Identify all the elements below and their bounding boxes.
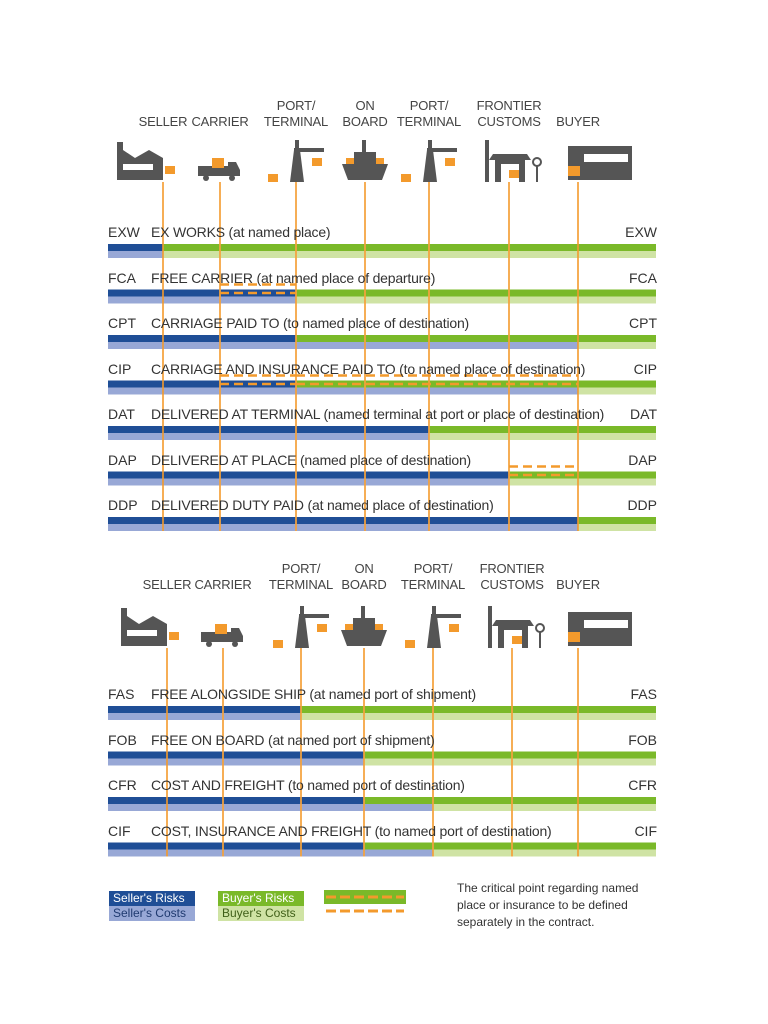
- legend-critical-swatch: [324, 890, 406, 904]
- ship-icon: [342, 164, 388, 180]
- cost-bar-seller-fob: [108, 759, 364, 766]
- row-code-right-dat: DAT: [630, 406, 657, 422]
- row-code-dap: DAP: [108, 451, 137, 468]
- cost-bar-seller-fca: [108, 297, 296, 304]
- risk-bar-seller-fob: [108, 752, 364, 759]
- risk-bar-seller-cif: [108, 843, 364, 850]
- row-code-cip: CIP: [108, 360, 132, 377]
- legend-buyer-risks: Buyer's Risks: [218, 891, 304, 906]
- cost-bar-buyer-cip: [578, 388, 656, 395]
- header-port1: PORT/: [276, 98, 316, 113]
- cost-bar-buyer-fas: [301, 713, 656, 720]
- cost-bar-seller-cfr: [108, 804, 433, 811]
- row-desc-dap: DELIVERED AT PLACE (named place of destination): [151, 451, 472, 468]
- row-code-right-fca: FCA: [629, 269, 657, 286]
- row-code-fob: FOB: [108, 731, 137, 748]
- risk-bar-buyer-cpt: [296, 335, 656, 342]
- risk-bar-seller-exw: [108, 244, 163, 251]
- risk-bar-buyer-cip: [296, 381, 656, 388]
- cost-bar-buyer-exw: [163, 251, 656, 258]
- header-onboard: BOARD: [341, 577, 387, 592]
- row-code-dat: DAT: [108, 406, 135, 422]
- crane-icon: [427, 616, 441, 648]
- cost-bar-seller-ddp: [108, 524, 578, 531]
- header-customs: CUSTOMS: [477, 114, 541, 129]
- legend-note: The critical point regarding named place or insurance to be defined separately in the contract.: [457, 881, 639, 929]
- row-code-cpt: CPT: [108, 315, 136, 331]
- risk-bar-buyer-ddp: [578, 517, 656, 524]
- cost-bar-buyer-dat: [429, 433, 656, 440]
- row-code-right-fas: FAS: [630, 686, 657, 702]
- risk-bar-buyer-cif: [364, 843, 656, 850]
- header-seller: SELLER: [142, 577, 192, 592]
- header-customs: FRONTIER: [479, 561, 545, 576]
- risk-bar-buyer-exw: [163, 244, 656, 251]
- customs-icon: [485, 140, 489, 182]
- row-desc-cif: COST, INSURANCE AND FREIGHT (to named port of destination): [151, 822, 552, 839]
- row-desc-cfr: COST AND FREIGHT (to named port of destination): [151, 777, 465, 793]
- crane-icon: [423, 150, 437, 182]
- row-code-cif: CIF: [108, 822, 131, 839]
- ship-icon: [341, 630, 387, 646]
- row-desc-exw: EX WORKS (at named place): [151, 224, 331, 240]
- risk-bar-seller-ddp: [108, 517, 578, 524]
- row-code-right-cip: CIP: [633, 360, 657, 377]
- risk-bar-seller-fas: [108, 706, 301, 713]
- risk-bar-seller-dat: [108, 426, 429, 433]
- risk-bar-seller-cpt: [108, 335, 296, 342]
- cost-bar-seller-cip: [108, 388, 578, 395]
- row-code-right-fob: FOB: [628, 731, 657, 748]
- cost-bar-seller-exw: [108, 251, 163, 258]
- row-code-cfr: CFR: [108, 777, 137, 793]
- header-port1: TERMINAL: [268, 577, 334, 592]
- risk-bar-buyer-fob: [364, 752, 656, 759]
- crane-icon: [290, 150, 304, 182]
- cost-bar-buyer-cfr: [433, 804, 656, 811]
- row-code-fca: FCA: [108, 269, 136, 286]
- row-code-right-exw: EXW: [625, 224, 657, 240]
- cost-bar-buyer-ddp: [578, 524, 656, 531]
- header-port2: TERMINAL: [400, 577, 466, 592]
- header-onboard: ON: [354, 561, 374, 576]
- risk-bar-buyer-dat: [429, 426, 656, 433]
- header-port2: PORT/: [409, 98, 449, 113]
- cost-bar-seller-dat: [108, 433, 429, 440]
- legend-seller-risks: Seller's Risks: [109, 891, 195, 906]
- cost-bar-seller-cif: [108, 850, 433, 857]
- row-code-right-dap: DAP: [628, 451, 657, 468]
- cost-bar-seller-fas: [108, 713, 301, 720]
- risk-bar-buyer-fca: [296, 290, 656, 297]
- cost-bar-buyer-cpt: [578, 342, 656, 349]
- risk-bar-seller-dap: [108, 472, 509, 479]
- row-desc-fca: FREE CARRIER (at named place of departure): [151, 269, 436, 286]
- cost-bar-buyer-cif: [433, 850, 656, 857]
- row-code-exw: EXW: [108, 224, 140, 240]
- crane-icon: [295, 616, 309, 648]
- cost-bar-seller-cpt: [108, 342, 578, 349]
- legend-buyer-costs: Buyer's Costs: [218, 906, 304, 921]
- risk-bar-buyer-fas: [301, 706, 656, 713]
- row-code-right-cif: CIF: [634, 822, 657, 839]
- header-port1: TERMINAL: [263, 114, 329, 129]
- row-desc-dat: DELIVERED AT TERMINAL (named terminal at port or place of destination): [151, 406, 605, 422]
- row-desc-cpt: CARRIAGE PAID TO (to named place of destination): [151, 315, 469, 331]
- risk-bar-seller-cfr: [108, 797, 364, 804]
- cost-bar-seller-dap: [108, 479, 509, 486]
- header-port2: PORT/: [413, 561, 453, 576]
- cost-bar-buyer-dap: [509, 479, 656, 486]
- header-buyer: BUYER: [556, 577, 600, 592]
- header-onboard: ON: [355, 98, 375, 113]
- row-code-fas: FAS: [108, 686, 135, 702]
- risk-bar-buyer-cfr: [364, 797, 656, 804]
- row-desc-cip: CARRIAGE AND INSURANCE PAID TO (to named place of destination): [151, 360, 586, 377]
- row-code-right-ddp: DDP: [627, 497, 657, 513]
- header-seller: SELLER: [138, 114, 188, 129]
- row-code-right-cfr: CFR: [628, 777, 657, 793]
- row-desc-fob: FREE ON BOARD (at named port of shipment): [151, 731, 435, 748]
- header-customs: CUSTOMS: [480, 577, 544, 592]
- row-desc-ddp: DELIVERED DUTY PAID (at named place of destination): [151, 497, 494, 513]
- header-port2: TERMINAL: [396, 114, 462, 129]
- cost-bar-buyer-fca: [296, 297, 656, 304]
- row-desc-fas: FREE ALONGSIDE SHIP (at named port of shipment): [151, 686, 476, 702]
- header-carrier: CARRIER: [191, 114, 249, 129]
- header-onboard: BOARD: [342, 114, 388, 129]
- legend-seller-costs: Seller's Costs: [109, 906, 195, 921]
- cost-bar-buyer-fob: [364, 759, 656, 766]
- row-code-right-cpt: CPT: [629, 315, 657, 331]
- customs-icon: [488, 606, 492, 648]
- header-port1: PORT/: [281, 561, 321, 576]
- row-code-ddp: DDP: [108, 497, 138, 513]
- header-customs: FRONTIER: [476, 98, 542, 113]
- header-carrier: CARRIER: [194, 577, 252, 592]
- header-buyer: BUYER: [556, 114, 600, 129]
